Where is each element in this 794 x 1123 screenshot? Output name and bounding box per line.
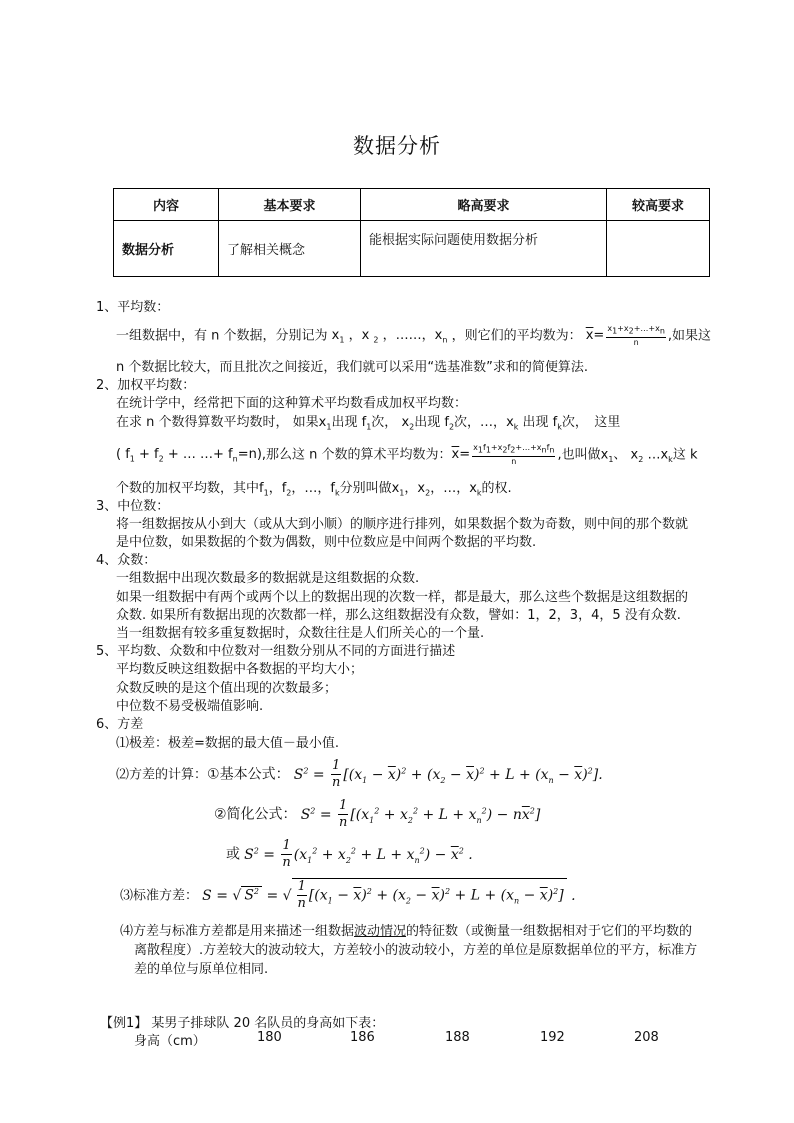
example-heading [100,1012,384,1031]
header-basic: 基本要求 [219,189,361,221]
example-value: 180 [257,1030,282,1045]
s6-heading: 6、方差 [96,717,144,732]
s6-or-label: 或 [226,846,240,863]
s5-heading: 5、平均数、众数和中位数对一组数分别从不同的方面进行描述 [96,644,456,659]
s2-weighted-mean-formula: $\overline{x}=$ $\frac{x_1f_1+x_2f_2+\dots+x_nf_n}{n}$ [451,443,555,466]
cell-basic: 了解相关概念 [219,221,361,277]
s6-p4-underlined: 波动情况 [354,924,407,939]
s1-line2: n 个数据比较大，而且批次之间接近，我们就可以采用“选基准数”求和的简便算法. [116,360,588,375]
s4-line2: 如果一组数据中有两个或两个以上的数据出现的次数一样，都是最大，那么这些个数据是这组数据的 [116,590,689,605]
s3-heading: 3、中位数： [96,499,170,514]
cell-higher: 能根据实际问题使用数据分析 [361,221,607,277]
table-row [114,221,710,277]
s4-line1: 一组数据中出现次数最多的数据就是这组数据的众数. [116,571,420,586]
s2-weights-sum: ( $f_1 + f_2$ + … …+ $f_n=n$) [116,447,262,464]
s6-std-label: ⑶标准方差： [120,888,199,904]
s2-heading: 2、加权平均数： [96,378,196,393]
page-title: 数据分析 [353,134,441,158]
s2-text-a: 在求 n 个数得算数平均数时， [116,415,289,430]
s6-simple-label: ②简化公式： [214,806,297,823]
s6-or-formula: 或 $S^2$ = $\frac{1}{n}$ $(x_1^2 + x_2^2 + L + x_n^2) - \overline{x}^2$ . [226,838,473,870]
s1-vars: $x_1$ ，x $_2$ ，……，$x_n$ [331,328,448,345]
example-value: 186 [350,1030,375,1045]
s2-line1: 在统计学中，经常把下面的这种算术平均数看成加权平均数： [116,396,468,411]
example-value: 188 [445,1030,470,1045]
header-highest: 较高要求 [607,189,710,221]
s6-p4a: ⑷方差与标准方差都是用来描述一组数据 [120,924,355,939]
s2-text-d: 次， [371,415,398,430]
s2-text-p4c: 的权. [481,481,512,496]
s5-line3: 中位数不易受极端值影响. [116,699,264,714]
s5-line1: 平均数反映这组数据中各数据的平均大小； [116,662,364,677]
s6-simple-formula: ②简化公式： $S^2$ = $\frac{1}{n}$ $[(x_1^2 + x_2^2 + L + x_n^2) - n\overline{x}^2]$ [214,798,541,830]
example-row-label: 身高（cm） [134,1034,206,1049]
s3-line1: 将一组数据按从小到大（或从大到小顺）的顺序进行排列，如果数据个数为奇数，则中间的那个数就 [116,517,689,532]
s3-line2: 是中位数，如果数据的个数为偶数，则中位数应是中间两个数据的平均数. [116,535,537,550]
s4-line4: 当一组数据有较多重复数据时，众数往往是人们所关心的一个量. [116,626,485,641]
requirements-table [113,188,710,277]
s4-line3: 众数. 如果所有数据出现的次数都一样，那么这组数据没有众数，譬如：1，2，3，4，5 没有众数. [116,608,681,623]
s1-text-a: 一组数据中，有 n 个数据，分别记为 [116,328,328,344]
example-label: 【例1】 [100,1016,148,1031]
s2-line4: 个数的加权平均数，其中$f_1$，$f_2$，…，$f_k$分别叫做$x_1$，$x_2$，…，$x_k$的权. [116,481,512,498]
s2-text-p3b: ,也叫做 [557,447,601,463]
s2-text-p4a: 个数的加权平均数，其中 [116,481,260,496]
s6-basic-label: ①基本公式： [207,766,290,783]
example-text: 某男子排球队 20 名队员的身高如下表： [151,1016,385,1031]
table-header-row [114,189,710,221]
s2-text-p4b: 分别叫做 [339,481,392,496]
s4-heading: 4、众数： [96,553,157,568]
s2-text-g: 这里 [594,415,621,430]
s2-text-c: 出现 [331,415,358,430]
s2-text-p3c: 这 k [672,447,698,463]
s6-p4-line1 [120,920,692,939]
example-value: 192 [540,1030,565,1045]
s2-text-b: 如果 [292,415,319,430]
s1-heading: 1、平均数： [96,300,170,315]
s2-text-p3a: ,那么这 n 个数的算术平均数为： [261,447,452,463]
s2-line2: 在求 n 个数得算数平均数时， 如果$x_1$出现 $f_1$次， $x_2$出现 $f_2$次，…，$x_k$ 出现 $f_k$次， 这里 [116,415,621,432]
s1-text-c: ,如果这 [667,328,712,344]
s2-text-e: 次，…， [454,415,507,430]
example-value: 208 [634,1030,659,1045]
s6-range: ⑴极差：极差=数据的最大值－最小值. [116,736,340,751]
s1-line1 [116,324,711,348]
s2-line3: ( $f_1 + f_2$ + … …+ $f_n=n$),那么这 n 个数的算术平均数为：$\overline{x}=$ $\frac{x_1f_1+x_2f_2+\dots+x_nf_n}{n}$ ,也叫做$x_1$、 $x_2$ $\dots x_k$这 k [116,443,698,466]
s2-text-f: 次， [561,415,582,430]
cell-content: 数据分析 [114,221,219,277]
s1-text-b: ，则它们的平均数为： [451,328,582,344]
s6-p4-line2: 离散程度）.方差较大的波动较大，方差较小的波动较小，方差的单位是原数据单位的平方，标准方 [134,943,698,958]
header-content: 内容 [114,189,219,221]
s6-p4-line3: 差的单位与原单位相同. [134,962,269,977]
s5-line2: 众数反映的是这个值出现的次数最多； [116,681,338,696]
s1-mean-formula: $\overline{x}=$ $\frac{x_1+x_2+\dots+x_n}{n}$ [585,324,665,347]
s6-basic-formula: ⑵方差的计算：①基本公式： $S^2$ = $\frac{1}{n}$ $[(x_1 - \overline{x})^2 + (x_2 - \overline{x})^2 + L + (x_n - \overline{x})^2]$. [116,758,603,790]
s6-calc-label: ⑵方差的计算： [116,767,208,783]
s6-p4b: 的特征数（或衡量一组数据相对于它们的平均数的 [406,924,693,939]
s6-std-formula: ⑶标准方差： S = √ $S^2$ = √ $\frac{1}{n}$ $[(x_1 - \overline{x})^2 + (x_2 - \overline{x})^2 + L + (x_n - \overline{x})^2]$ . [120,879,576,911]
header-higher: 略高要求 [361,189,607,221]
cell-highest [607,221,710,277]
